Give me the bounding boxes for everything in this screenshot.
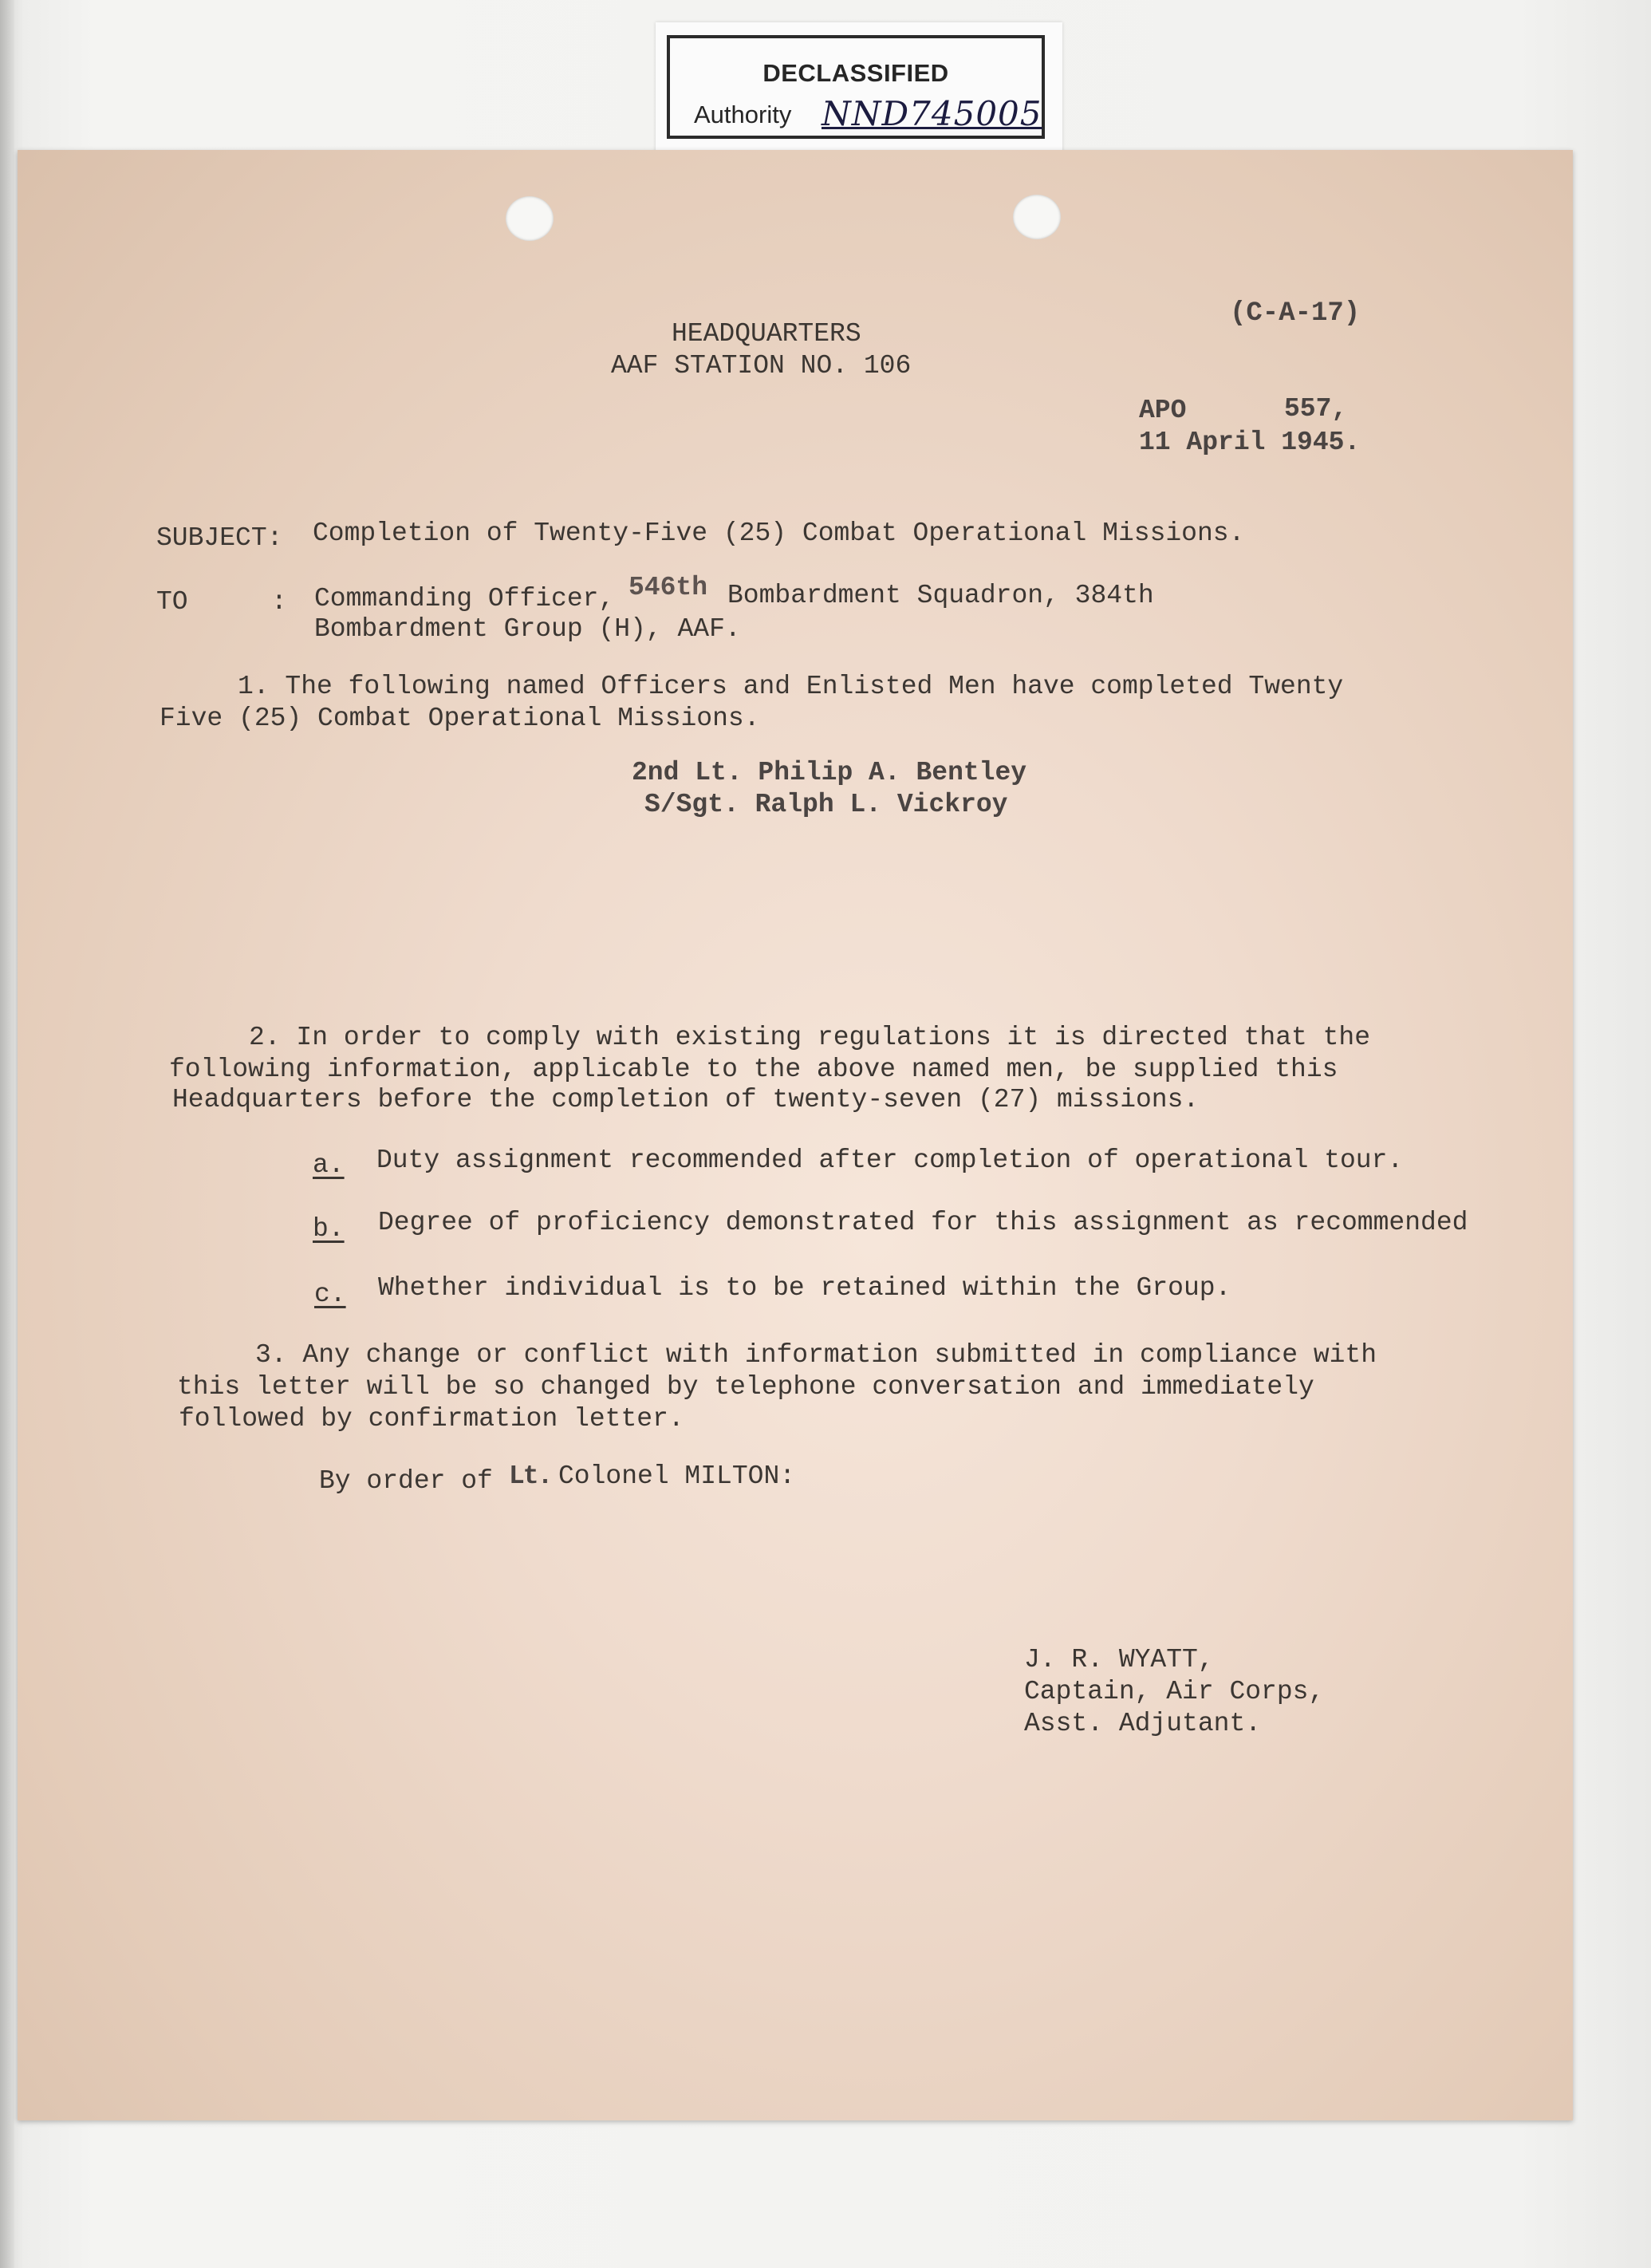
letter-date: 11 April 1945. xyxy=(1139,428,1361,457)
header-line-1: HEADQUARTERS xyxy=(672,319,861,349)
item-c-text: Whether individual is to be retained within the Group. xyxy=(378,1273,1231,1303)
signature-rank: Captain, Air Corps, xyxy=(1024,1677,1325,1706)
squadron-number: 546th xyxy=(628,573,708,602)
paragraph-2-line-2: following information, applicable to the above named men, be supplied this xyxy=(169,1055,1338,1084)
addressee-line-1b: Bombardment Squadron, 384th xyxy=(727,581,1154,610)
order-by-label: By order of xyxy=(319,1466,493,1496)
signature-title: Asst. Adjutant. xyxy=(1024,1709,1262,1738)
subject-text: Completion of Twenty-Five (25) Combat Operational Missions. xyxy=(313,519,1245,548)
item-b-text: Degree of proficiency demonstrated for this assignment as recommended xyxy=(378,1208,1468,1237)
header-line-2: AAF STATION NO. 106 xyxy=(611,351,912,381)
addressee-line-1a: Commanding Officer, xyxy=(314,584,615,613)
paragraph-2-line-3: Headquarters before the completion of twenty-seven (27) missions. xyxy=(172,1085,1200,1114)
paragraph-2-line-1: 2. In order to comply with existing regulations it is directed that the xyxy=(249,1023,1371,1052)
declassified-title: DECLASSIFIED xyxy=(762,59,949,87)
to-label: TO xyxy=(156,587,188,617)
authority-number: NND745005 xyxy=(822,94,1042,133)
order-by-commander: Colonel MILTON: xyxy=(558,1461,796,1491)
addressee-line-2: Bombardment Group (H), AAF. xyxy=(314,614,741,644)
overstruck-rank: Lt. xyxy=(509,1461,552,1491)
paragraph-3-line-1: 3. Any change or conflict with information submitted in compliance with xyxy=(255,1340,1377,1370)
punch-hole-right xyxy=(1013,195,1061,239)
paragraph-1-line-2: Five (25) Combat Operational Missions. xyxy=(160,704,760,733)
apo-label: APO xyxy=(1139,396,1187,425)
paragraph-3-line-2: this letter will be so changed by telephone conversation and immediately xyxy=(177,1372,1314,1402)
subject-label: SUBJECT: xyxy=(156,523,283,553)
scan-edge xyxy=(0,0,14,2268)
name-officer: 2nd Lt. Philip A. Bentley xyxy=(632,758,1027,787)
letter-page xyxy=(18,150,1573,2120)
to-colon: : xyxy=(271,587,287,617)
name-enlisted: S/Sgt. Ralph L. Vickroy xyxy=(644,790,1008,819)
signature-name: J. R. WYATT, xyxy=(1024,1645,1214,1674)
authority-label: Authority xyxy=(694,101,792,128)
declassified-box xyxy=(667,35,1045,139)
item-a-letter: a. xyxy=(313,1150,345,1180)
paragraph-3-line-3: followed by confirmation letter. xyxy=(179,1404,684,1434)
item-b-letter: b. xyxy=(313,1214,345,1244)
paragraph-1-line-1: 1. The following named Officers and Enlisted Men have completed Twenty xyxy=(238,672,1344,701)
item-a-text: Duty assignment recommended after completion of operational tour. xyxy=(376,1146,1404,1175)
file-code: (C-A-17) xyxy=(1230,298,1361,329)
item-c-letter: c. xyxy=(314,1280,346,1309)
punch-hole-left xyxy=(506,196,554,241)
apo-number: 557, xyxy=(1284,394,1348,424)
declassified-stamp xyxy=(656,22,1062,158)
